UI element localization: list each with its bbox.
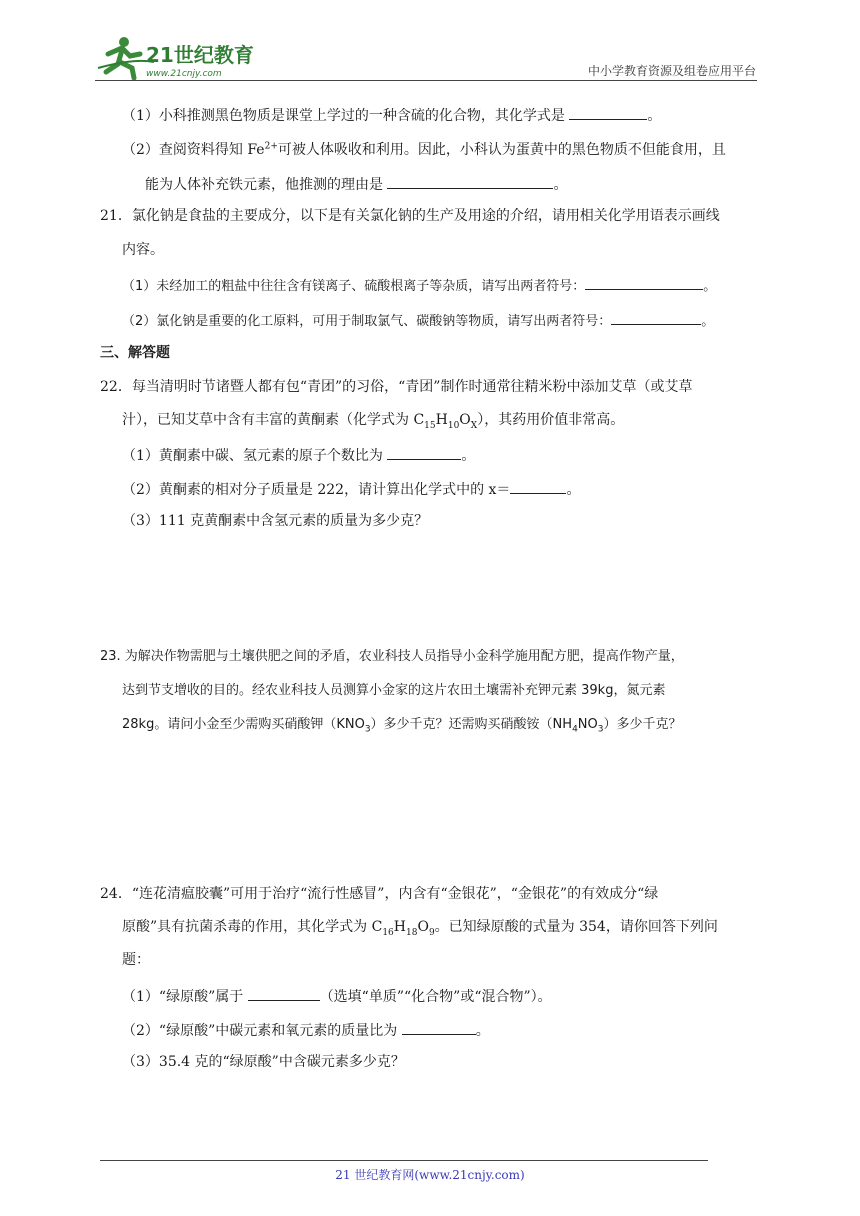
q20-part1: （1）小科推测黑色物质是课堂上学过的一种含硫的化合物，其化学式是 。 (122, 104, 661, 126)
footer-link[interactable]: 21 世纪教育网(www.21cnjy.com) (335, 1168, 525, 1182)
q24-stem-line2: 原酸”具有抗菌杀毒的作用，其化学式为 $C_{16}H_{18}O_9$。已知绿原酸的式量为 354，请你回答下列问 (122, 919, 718, 938)
q21-stem-line2: 内容。 (122, 242, 164, 258)
footer-divider (100, 1160, 708, 1161)
q21-stem: 21．氯化钠是食盐的主要成分，以下是有关氯化钠的生产及用途的介绍，请用相关化学用语表示画线 (100, 208, 720, 224)
q24-part2: （2）“绿原酸”中碳元素和氧元素的质量比为 。 (122, 1019, 490, 1041)
q22-stem: 22．每当清明时节诸暨人都有包“青团”的习俗，“青团”制作时通常往精米粉中添加艾草（或艾草 (100, 379, 693, 395)
answer-blank (387, 444, 461, 460)
q23-stem-line3: 28kg。请问小金至少需购买硝酸钾$(KNO_3)$多少千克？还需购买硝酸铵$(NH_4NO_3)$多少千克？ (122, 717, 682, 735)
q24-stem: 24．“连花清瘟胶囊”可用于治疗“流行性感冒”，内含有“金银花”，“金银花”的有效成分“绿 (100, 886, 659, 902)
q24-part3: （3）35.4 克的“绿原酸”中含碳元素多少克？ (122, 1054, 405, 1070)
platform-name: 中小学教育资源及组卷应用平台 (587, 64, 756, 78)
q23-stem: 23. 为解决作物需肥与土壤供肥之间的矛盾，农业科技人员指导小金科学施用配方肥，提高作物产量， (100, 649, 684, 664)
section-heading: 三、解答题 (100, 345, 170, 361)
q20-part2: （2）查阅资料得知 $Fe^{2+}$可被人体吸收和利用。因此，小科认为蛋黄中的黑色物质不但能食用，且 (122, 141, 726, 158)
site-logo (94, 34, 264, 80)
q22-part2: （2）黄酮素的相对分子质量是 222，请计算出化学式中的 x＝ 。 (122, 478, 580, 500)
answer-blank (569, 104, 647, 120)
q22-stem-line2: 汁），已知艾草中含有丰富的黄酮素（化学式为 $C_{15}H_{10}O_X$），其药用价值非常高。 (122, 412, 625, 431)
header-divider (95, 80, 757, 81)
q22-part3: （3）111 克黄酮素中含氢元素的质量为多少克？ (122, 513, 429, 529)
svg-text:21世纪教育: 21世纪教育 (146, 43, 254, 67)
answer-blank (402, 1019, 476, 1035)
answer-blank (611, 309, 701, 325)
q24-part1: （1）“绿原酸”属于 （选填“单质”“化合物”或“混合物”）。 (122, 985, 552, 1007)
answer-blank (585, 274, 703, 290)
answer-blank (510, 478, 566, 494)
answer-blank (248, 985, 320, 1001)
q22-part1: （1）黄酮素中碳、氢元素的原子个数比为 。 (122, 444, 475, 466)
q23-stem-line2: 达到节支增收的目的。经农业科技人员测算小金家的这片农田土壤需补充钾元素 39kg，氮元素 (122, 683, 666, 698)
svg-text:www.21cnjy.com: www.21cnjy.com (146, 69, 222, 79)
answer-blank (387, 173, 553, 189)
q21-part1: （1）未经加工的粗盐中往往含有镁离子、硫酸根离子等杂质，请写出两者符号： 。 (122, 274, 716, 297)
q21-part2: （2）氯化钠是重要的化工原料，可用于制取氯气、碳酸钠等物质，请写出两者符号： 。 (122, 309, 714, 332)
q20-part2-line2: 能为人体补充铁元素，他推测的理由是 。 (145, 173, 567, 195)
q24-stem-line3: 题： (122, 952, 150, 968)
